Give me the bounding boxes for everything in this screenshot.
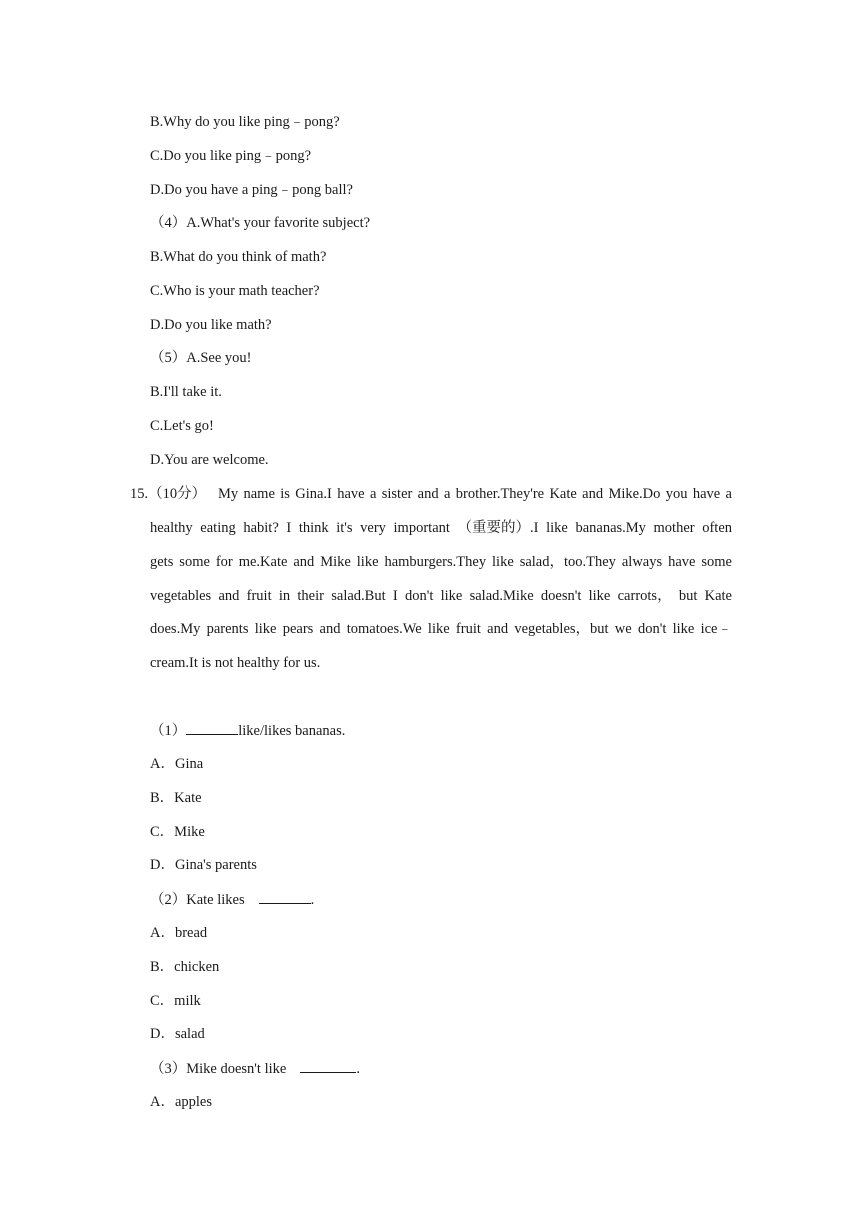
sub-1-option-c: C．Mike — [150, 824, 205, 840]
option-14-5-a: （5）A.See you! — [150, 350, 252, 366]
option-14-4-a: （4）A.What's your favorite subject? — [150, 215, 371, 231]
sub-1-option-b: B．Kate — [150, 790, 202, 806]
passage-line-6: cream.It is not healthy for us. — [150, 655, 321, 671]
answer-blank — [259, 889, 311, 904]
option-14-5-b: B.I'll take it. — [150, 384, 222, 400]
option-14-3-d: D.Do you have a ping﹣pong ball? — [150, 182, 353, 198]
sub-question-3-prefix: （3）Mike doesn't like — [150, 1061, 287, 1077]
passage-line-1: My name is Gina.I have a sister and a brother.They're Kate and Mike.Do you have a — [218, 486, 732, 502]
sub-3-option-a: A．apples — [150, 1094, 213, 1110]
sub-question-3-suffix: . — [356, 1061, 360, 1077]
passage-line-5: does.My parents like pears and tomatoes.We like fruit and vegetables，but we don't like ice﹣ — [150, 621, 732, 637]
sub-question-1-prefix: （1） — [150, 723, 187, 739]
sub-1-option-a: A．Gina — [150, 756, 204, 772]
sub-question-2-prefix: （2）Kate likes — [150, 892, 245, 908]
option-14-4-c: C.Who is your math teacher? — [150, 283, 320, 299]
option-14-4-d: D.Do you like math? — [150, 317, 272, 333]
passage-line-4: vegetables and fruit in their salad.But I don't like salad.Mike doesn't like carrots， but Kate — [150, 588, 732, 604]
sub-question-1 — [150, 720, 345, 741]
question-15-label — [130, 484, 206, 504]
sub-question-1-stem: like/likes bananas. — [238, 723, 346, 739]
passage-line-3: gets some for me.Kate and Mike like hamburgers.They like salad，too.They always have some — [150, 554, 732, 570]
sub-question-2 — [150, 889, 314, 910]
sub-2-option-d: D．salad — [150, 1026, 205, 1042]
sub-1-option-d: D．Gina's parents — [150, 857, 257, 873]
sub-question-3 — [150, 1058, 360, 1079]
option-14-5-d: D.You are welcome. — [150, 452, 269, 468]
question-number: 15. — [130, 486, 149, 502]
option-14-5-c: C.Let's go! — [150, 418, 214, 434]
option-14-4-b: B.What do you think of math? — [150, 249, 327, 265]
answer-blank — [300, 1058, 356, 1073]
question-score: （10分） — [148, 486, 207, 502]
sub-2-option-c: C．milk — [150, 993, 201, 1009]
sub-2-option-b: B．chicken — [150, 959, 220, 975]
option-14-3-c: C.Do you like ping﹣pong? — [150, 148, 312, 164]
option-14-3-b: B.Why do you like ping﹣pong? — [150, 114, 340, 130]
passage-line-2: healthy eating habit? I think it's very important （重要的）.I like bananas.My mother often — [150, 520, 732, 536]
sub-2-option-a: A．bread — [150, 925, 208, 941]
answer-blank — [186, 720, 238, 735]
sub-question-2-suffix: . — [310, 892, 315, 908]
